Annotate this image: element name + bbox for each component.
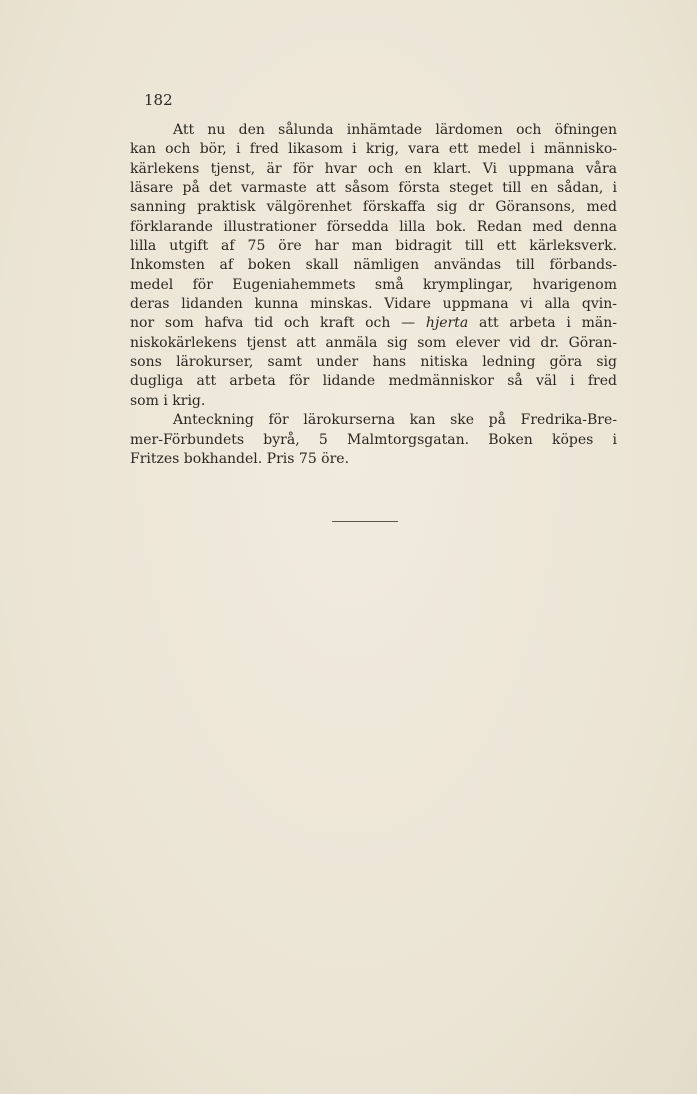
text-line-with-italic [130,314,617,333]
text-line: niskokärlekens tjenst att anmäla sig som elever vid dr. Göran- [130,334,617,351]
text-line: deras lidanden kunna minskas. Vidare uppmana vi alla qvin- [130,296,617,313]
text-line: sanning praktisk välgörenhet förskaffa sig dr Göransons, med [130,199,617,216]
text-line: läsare på det varmaste att såsom första steget till en sådan, i [130,180,617,197]
paragraph-2 [130,411,617,469]
text-line: Fritzes bokhandel. Pris 75 öre. [130,450,350,467]
text-line: sons lärokurser, samt under hans nitiska ledning göra sig [130,354,617,371]
text-line: Inkomsten af boken skall nämligen användas till förbands- [130,257,617,274]
text-line: kärlekens tjenst, är för hvar och en klart. Vi uppmana våra [130,160,617,177]
page-number: 182 [144,91,173,109]
text-line: som i krig. [130,392,206,409]
text-line: Anteckning för lärokurserna kan ske på Fredrika-Bre- [173,412,617,429]
text-segment: att arbeta i män- [468,315,617,332]
text-line: medel för Eugeniahemmets små krymplingar, hvarigenom [130,276,617,293]
text-segment: nor som hafva tid och kraft och — [130,315,426,332]
text-line: Att nu den sålunda inhämtade lärdomen och öfningen [173,122,617,138]
section-divider [332,521,398,522]
text-line: dugliga att arbeta för lidande medmänniskor så väl i fred [130,373,617,390]
text-line: kan och bör, i fred likasom i krig, vara ett medel i människo- [130,141,617,158]
text-line: lilla utgift af 75 öre har man bidragit till ett kärleksverk. [130,238,617,255]
text-line: förklarande illustrationer försedda lilla bok. Redan med denna [130,218,617,235]
italic-word: hjerta [425,315,469,332]
body-text [130,121,617,469]
paragraph-1 [130,121,617,411]
text-line: mer-Förbundets byrå, 5 Malmtorgsgatan. Boken köpes i [130,431,617,448]
